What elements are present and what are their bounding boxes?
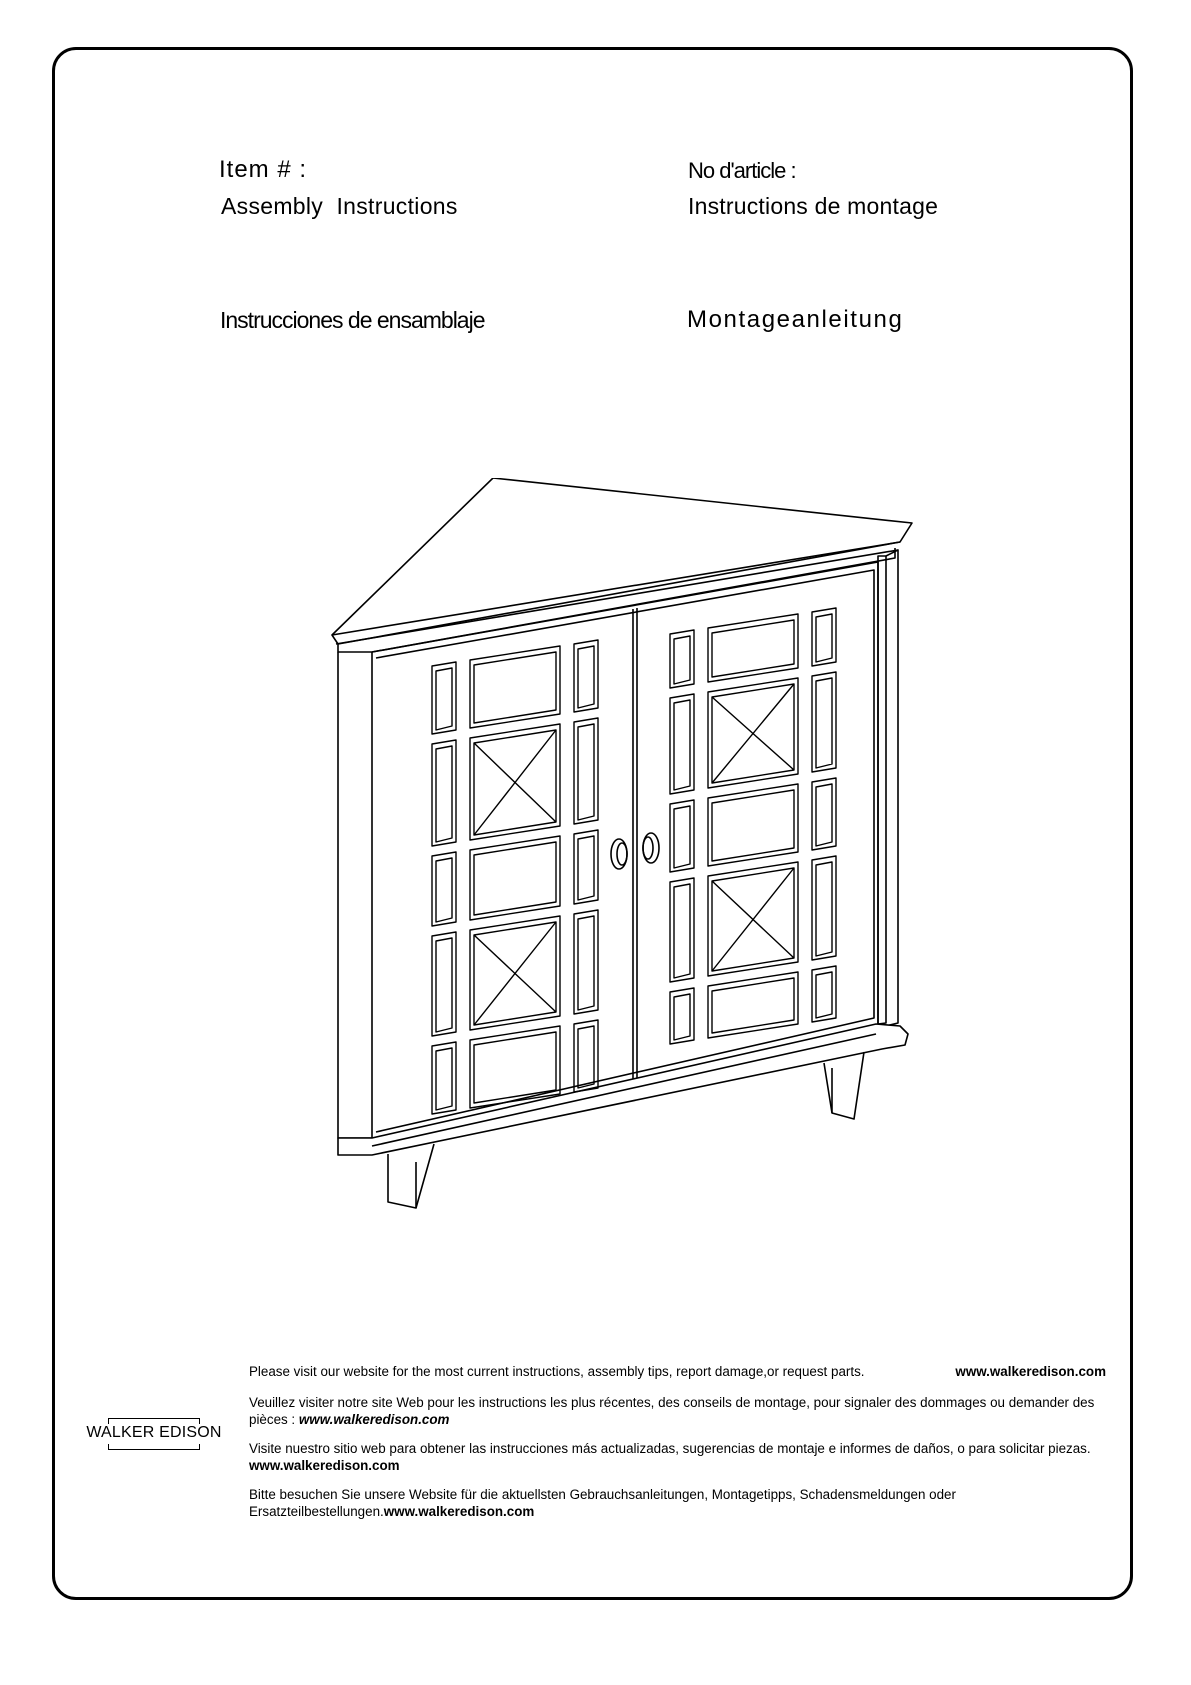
info-text-fr: Veuillez visiter notre site Web pour les instructions les plus récentes, des conseils de montage, pour signaler des dommages ou demander des pièces : (249, 1395, 1095, 1427)
website-link-de[interactable]: www.walkeredison.com (383, 1504, 535, 1519)
website-link-en[interactable]: www.walkeredison.com (955, 1364, 1106, 1379)
assembly-instructions-title: Assembly Instructions (221, 193, 458, 219)
instructions-title-de: Montageanleitung (687, 306, 904, 333)
info-paragraph-en (249, 1363, 1106, 1380)
no-article-label: No d'article : (688, 158, 796, 183)
website-link-es[interactable]: www.walkeredison.com (249, 1458, 400, 1473)
info-text-en: Please visit our website for the most current instructions, assembly tips, report damage,or request parts. (249, 1364, 865, 1379)
website-link-fr[interactable]: www.walkeredison.com (298, 1412, 450, 1427)
info-text-es: Visite nuestro sitio web para obtener las instrucciones más actualizadas, sugerencias de montaje e informes de daños, o para solicitar piezas. (249, 1441, 1091, 1456)
info-paragraph-de (249, 1486, 1106, 1520)
instructions-title-es: Instrucciones de ensamblaje (220, 307, 485, 333)
instructions-title-fr: Instructions de montage (688, 193, 939, 219)
info-paragraph-fr (249, 1394, 1106, 1428)
logo-text: WALKER EDISON (86, 1424, 222, 1441)
item-number-label: Item # : (219, 156, 308, 183)
corner-cabinet-illustration (330, 478, 914, 1216)
logo-bracket-bottom (108, 1444, 200, 1450)
info-text-de: Bitte besuchen Sie unsere Website für die aktuellsten Gebrauchsanleitungen, Montagetipps, Schadensmeldungen oder Ersatzteilbestellungen. (249, 1487, 956, 1519)
walker-edison-logo (84, 1418, 224, 1450)
info-paragraph-es (249, 1440, 1106, 1474)
